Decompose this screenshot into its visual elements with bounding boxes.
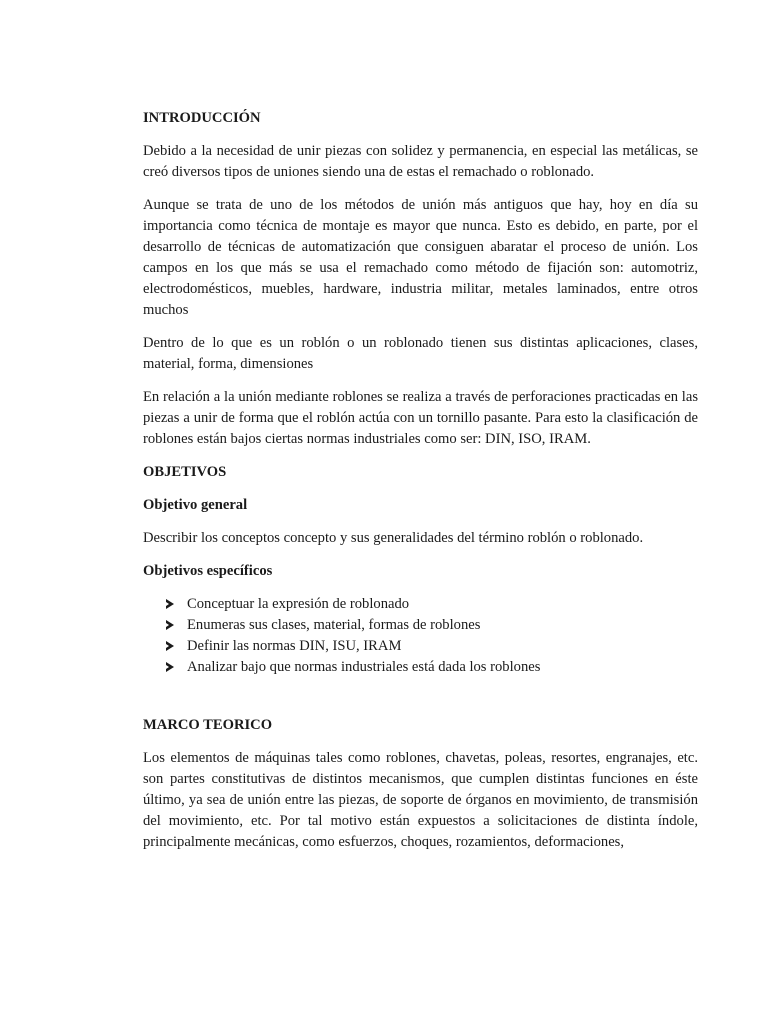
objectives-heading: OBJETIVOS <box>143 464 227 480</box>
specific-objectives-heading: Objetivos específicos <box>143 563 273 579</box>
general-objective-text: Describir los conceptos concepto y sus generalidades del término roblón o roblonado. <box>143 530 644 546</box>
list-item-text: Analizar bajo que normas industriales está dada los roblones <box>187 659 541 675</box>
section-gap <box>143 678 698 715</box>
arrow-bullet-icon <box>166 599 174 609</box>
arrow-bullet-icon <box>166 662 174 672</box>
theory-heading: MARCO TEORICO <box>143 717 273 733</box>
list-item-text: Definir las normas DIN, ISU, IRAM <box>187 638 402 654</box>
intro-paragraph-1: Debido a la necesidad de unir piezas con solidez y permanencia, en especial las metálicas, se creó diversos tipos de uniones siendo una de estas el remachado o roblonado. <box>143 143 698 180</box>
intro-heading: INTRODUCCIÓN <box>143 110 261 126</box>
list-item <box>166 594 698 615</box>
list-item <box>166 657 698 678</box>
list-item-text: Conceptuar la expresión de roblonado <box>187 596 410 612</box>
arrow-bullet-icon <box>166 641 174 651</box>
list-item <box>166 636 698 657</box>
intro-paragraph-3: Dentro de lo que es un roblón o un roblonado tienen sus distintas aplicaciones, clases, material, forma, dimensiones <box>143 335 698 372</box>
arrow-bullet-icon <box>166 620 174 630</box>
intro-paragraph-2: Aunque se trata de uno de los métodos de unión más antiguos que hay, hoy en día su importancia como técnica de montaje es mayor que nunca. Esto es debido, en parte, por el desarrollo de técnicas de automatización que consiguen abaratar el proceso de unión. Los campos en los que más se usa el remachado como método de fijación son: automotriz, electrodomésticos, muebles, hardware, industria militar, metales laminados, entre otros muchos <box>143 197 698 318</box>
document-content <box>143 108 698 865</box>
intro-paragraph-4: En relación a la unión mediante roblones se realiza a través de perforaciones practicadas en las piezas a unir de forma que el roblón actúa con un tornillo pasante. Para esto la clasificación de roblones están bajos ciertas normas industriales como ser: DIN, ISO, IRAM. <box>143 389 698 447</box>
theory-paragraph: Los elementos de máquinas tales como roblones, chavetas, poleas, resortes, engranajes, etc. son partes constitutivas de distintos mecanismos, que cumplen distintas funciones en éste último, ya sea de unión entre las piezas, de soporte de órganos en movimiento, de transmisión del movimiento, etc. Por tal motivo están expuestos a solicitaciones de distinta índole, principalmente mecánicas, como esfuerzos, choques, rozamientos, deformaciones, <box>143 750 698 850</box>
general-objective-heading: Objetivo general <box>143 497 248 513</box>
specific-objectives-list <box>143 594 698 678</box>
list-item-text: Enumeras sus clases, material, formas de roblones <box>187 617 481 633</box>
list-item <box>166 615 698 636</box>
